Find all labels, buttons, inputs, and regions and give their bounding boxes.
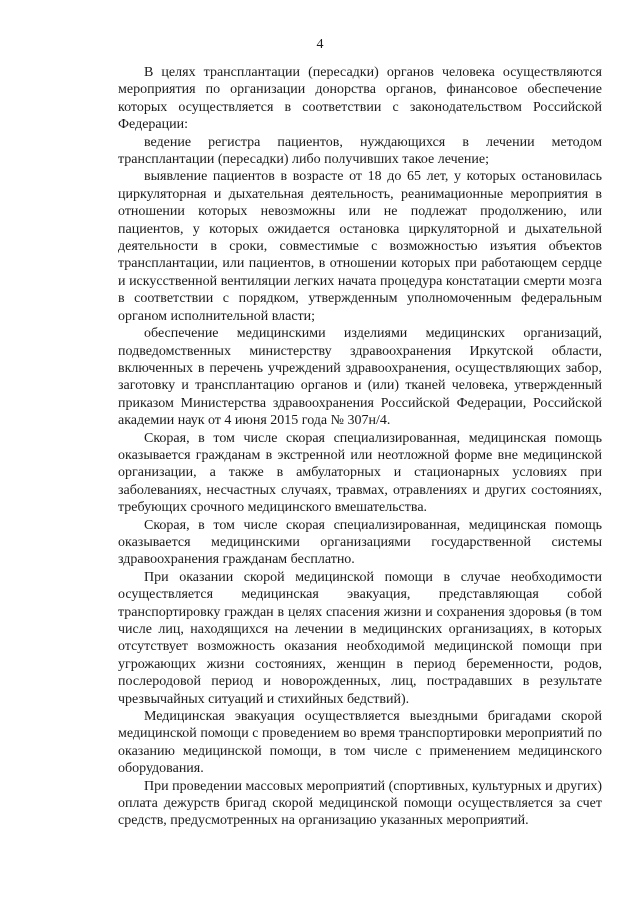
paragraph-mass-events: При проведении массовых мероприятий (спортивных, культурных и других) оплата дежурств бригад скорой медицинской помощи осуществляется за счет средств, предусмотренных на организацию указанных мероприятий. — [118, 778, 602, 829]
document-body — [118, 64, 602, 830]
paragraph-medical-devices: обеспечение медицинскими изделиями медицинских организаций, подведомственных министерству здравоохранения Иркутской области, включенных в перечень учреждений здравоохранения, осуществляющих забор, заготовку и трансплантацию органов и (или) тканей человека, утвержденный приказом Министерства здравоохранения Российской Федерации, Российской академии наук от 4 июня 2015 года № 307н/4. — [118, 326, 602, 429]
paragraph-patient-registry: ведение регистра пациентов, нуждающихся в лечении методом трансплантации (пересадки) либо получивших такое лечение; — [118, 134, 602, 168]
paragraph-emergency-care-free: Скорая, в том числе скорая специализированная, медицинская помощь оказывается медицинскими организациями государственной системы здравоохранения гражданам бесплатно. — [118, 517, 602, 568]
paragraph-medical-evacuation: При оказании скорой медицинской помощи в случае необходимости осуществляется медицинская эвакуация, представляющая собой транспортировку граждан в целях спасения жизни и сохранения здоровья (в том числе лиц, находящихся на лечении в медицинских организациях, в которых отсутствует возможность оказания необходимой медицинской помощи при угрожающих жизни состояниях, женщин в период беременности, родов, послеродовой период и новорожденных, лиц, пострадавших в результате чрезвычайных ситуаций и стихийных бедствий). — [118, 569, 602, 707]
page-number: 4 — [316, 37, 324, 52]
paragraph-transplant-intro: В целях трансплантации (пересадки) органов человека осуществляются мероприятия по организации донорства органов, финансовое обеспечение которых осуществляется в соответствии с законодательством Российской Федерации: — [118, 65, 602, 133]
paragraph-patient-identification: выявление пациентов в возрасте от 18 до 65 лет, у которых остановилась циркуляторная и дыхательная деятельность, реанимационные мероприятия в отношении которых невозможны или не подлежат продолжению, или пациентов, у которых ожидается остановка циркуляторной и дыхательной деятельности в сроки, совместимые с возможностью изъятия объектов трансплантации, или пациентов, в отношении которых при работающем сердце и искусственной вентиляции легких начата процедура констатации смерти мозга в соответствии с порядком, утвержденным уполномоченным федеральным органом исполнительной власти; — [118, 169, 602, 324]
paragraph-emergency-care: Скорая, в том числе скорая специализированная, медицинская помощь оказывается гражданам в экстренной или неотложной форме вне медицинской организации, а также в амбулаторных и стационарных условиях при заболеваниях, несчастных случаях, травмах, отравлениях и других состояниях, требующих срочного медицинского вмешательства. — [118, 430, 602, 516]
paragraph-evacuation-teams: Медицинская эвакуация осуществляется выездными бригадами скорой медицинской помощи с проведением во время транспортировки мероприятий по оказанию медицинской помощи, в том числе с применением медицинского оборудования. — [118, 709, 602, 777]
